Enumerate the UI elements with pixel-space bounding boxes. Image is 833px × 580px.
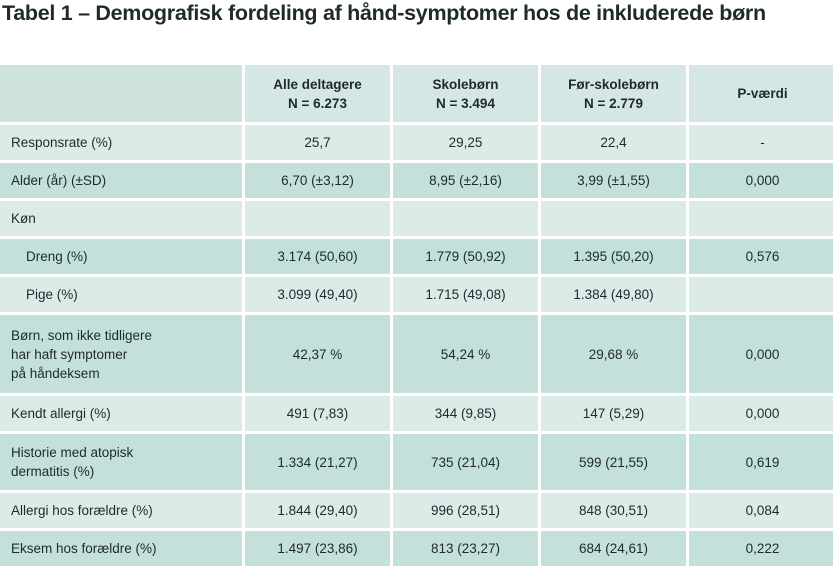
cell-all: 3.099 (49,40): [245, 277, 390, 312]
row-label: Pige (%): [0, 277, 242, 312]
row-label-line: dermatitis (%): [11, 464, 95, 479]
header-corner: [0, 65, 242, 122]
header-all-participants: [245, 65, 390, 122]
cell-preschool: 1.384 (49,80): [541, 277, 686, 312]
table-row: [0, 125, 833, 160]
cell-all: 3.174 (50,60): [245, 239, 390, 274]
cell-preschool: 29,68 %: [541, 315, 686, 393]
header-school-children: [393, 65, 538, 122]
header-row: [0, 65, 833, 122]
cell-p-value: 0,084: [689, 493, 833, 528]
row-label: Køn: [0, 201, 242, 236]
cell-all: 1.334 (21,27): [245, 434, 390, 490]
cell-p-value: 0,000: [689, 163, 833, 198]
cell-preschool: 22,4: [541, 125, 686, 160]
row-label-line: Historie med atopisk: [11, 445, 134, 460]
cell-preschool: 1.395 (50,20): [541, 239, 686, 274]
table-row: [0, 493, 833, 528]
cell-all: 6,70 (±3,12): [245, 163, 390, 198]
cell-p-value: 0,222: [689, 531, 833, 566]
cell-p-value: -: [689, 125, 833, 160]
cell-preschool: 147 (5,29): [541, 396, 686, 431]
row-label: [0, 434, 242, 490]
row-label-line: har haft symptomer: [11, 346, 128, 362]
cell-all: 491 (7,83): [245, 396, 390, 431]
header-label: P-værdi: [737, 86, 788, 101]
table-row: [0, 315, 833, 393]
cell-all: [245, 201, 390, 236]
cell-school: 813 (23,27): [393, 531, 538, 566]
cell-school: 996 (28,51): [393, 493, 538, 528]
table-row: [0, 434, 833, 490]
cell-p-value: 0,576: [689, 239, 833, 274]
cell-all: 1.844 (29,40): [245, 493, 390, 528]
cell-preschool: 599 (21,55): [541, 434, 686, 490]
row-label: Alder (år) (±SD): [0, 163, 242, 198]
row-label-line: Børn, som ikke tidligere: [11, 327, 153, 343]
table-row: [0, 531, 833, 566]
header-p-value: [689, 65, 833, 122]
cell-school: 1.715 (49,08): [393, 277, 538, 312]
header-label: Før-skolebørn: [568, 76, 659, 92]
cell-school: 8,95 (±2,16): [393, 163, 538, 198]
cell-p-value: 0,619: [689, 434, 833, 490]
demographics-table: [0, 62, 833, 569]
cell-school: 1.779 (50,92): [393, 239, 538, 274]
cell-school: 54,24 %: [393, 315, 538, 393]
cell-school: 29,25: [393, 125, 538, 160]
cell-p-value: [689, 277, 833, 312]
table-row: [0, 163, 833, 198]
header-label: Skolebørn: [432, 76, 499, 92]
row-label: [0, 315, 242, 393]
cell-all: 1.497 (23,86): [245, 531, 390, 566]
table-row: [0, 201, 833, 236]
header-n: N = 2.779: [584, 95, 643, 111]
table-row: [0, 239, 833, 274]
header-n: N = 3.494: [436, 95, 495, 111]
cell-school: 344 (9,85): [393, 396, 538, 431]
row-label: Allergi hos forældre (%): [0, 493, 242, 528]
row-label: Responsrate (%): [0, 125, 242, 160]
cell-preschool: 3,99 (±1,55): [541, 163, 686, 198]
cell-all: 25,7: [245, 125, 390, 160]
cell-preschool: 848 (30,51): [541, 493, 686, 528]
header-label: Alle deltagere: [273, 76, 362, 92]
row-label: Kendt allergi (%): [0, 396, 242, 431]
header-n: N = 6.273: [288, 95, 347, 111]
cell-p-value: 0,000: [689, 315, 833, 393]
row-label: Eksem hos forældre (%): [0, 531, 242, 566]
table-title: Tabel 1 – Demografisk fordeling af hånd-symptomer hos de inkluderede børn: [2, 1, 766, 25]
cell-all: 42,37 %: [245, 315, 390, 393]
cell-school: 735 (21,04): [393, 434, 538, 490]
cell-preschool: 684 (24,61): [541, 531, 686, 566]
table-row: [0, 277, 833, 312]
cell-preschool: [541, 201, 686, 236]
row-label-line: på håndeksem: [11, 365, 100, 381]
row-label: Dreng (%): [0, 239, 242, 274]
cell-school: [393, 201, 538, 236]
cell-p-value: 0,000: [689, 396, 833, 431]
cell-p-value: [689, 201, 833, 236]
header-preschool-children: [541, 65, 686, 122]
table-row: [0, 396, 833, 431]
